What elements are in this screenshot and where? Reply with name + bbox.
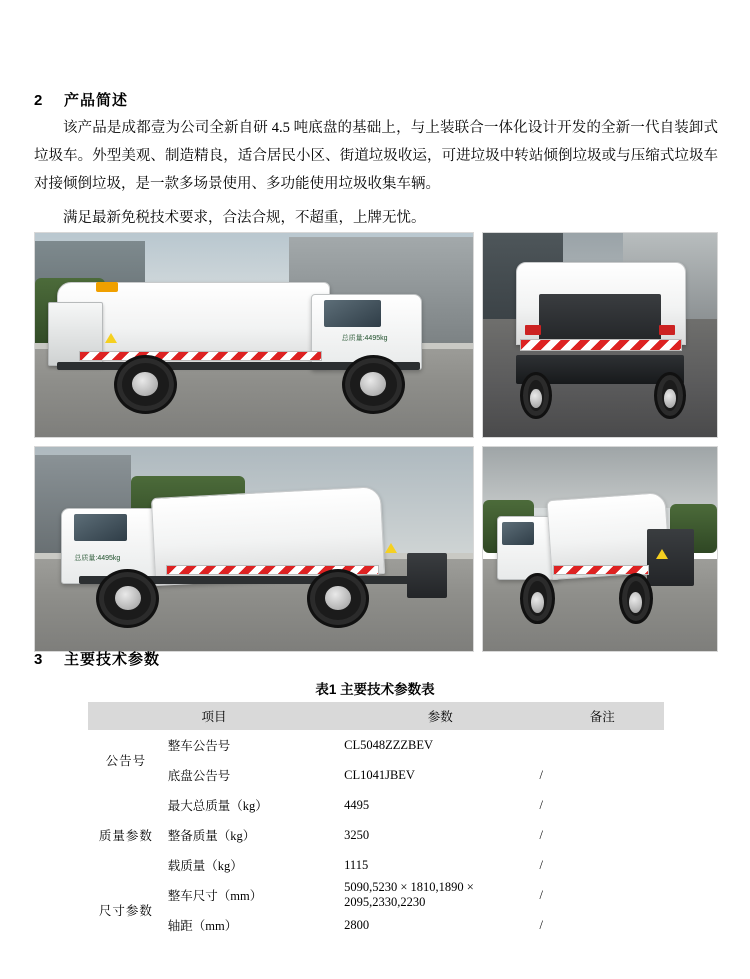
section-title: 产品简述 <box>64 92 129 109</box>
photo-truck-rear-three-quarter-tipping <box>482 446 718 652</box>
wheel-hub <box>530 389 542 408</box>
truck-front-wheel <box>342 355 405 414</box>
photo-truck-side-view-left <box>34 232 474 438</box>
row-param-value: CL1041JBEV <box>344 767 415 782</box>
row-param-value: 1115 <box>344 857 369 872</box>
truck-tipping-arm <box>407 553 446 598</box>
truck-beacon-lamp <box>96 282 118 292</box>
warning-triangle-icon <box>656 549 668 559</box>
row-note-value <box>535 730 664 760</box>
row-item-label: 整车公告号 <box>167 739 231 753</box>
header-item: 项目 <box>88 702 340 730</box>
truck-rear-wheel <box>619 573 653 624</box>
table-row <box>88 790 664 820</box>
section-heading-2 <box>0 89 128 110</box>
row-note-value: / <box>539 917 543 932</box>
warning-triangle-icon <box>385 543 397 553</box>
row-item-label: 底盘公告号 <box>167 769 231 783</box>
warning-triangle-icon <box>105 333 117 343</box>
section-number: 3 <box>34 651 43 668</box>
section-number: 2 <box>34 92 43 109</box>
truck-weight-decal: 总质量:4495kg <box>74 555 121 563</box>
row-note-value: / <box>539 887 543 902</box>
table-row <box>88 910 664 940</box>
truck-front-wheel <box>520 573 554 624</box>
wheel-hub <box>360 372 386 396</box>
wheel-hub <box>132 372 158 396</box>
row-param-value: CL5048ZZZBEV <box>344 737 434 752</box>
row-note-value: / <box>539 797 543 812</box>
spec-table <box>88 702 664 940</box>
row-item-label: 整车尺寸（mm） <box>167 889 263 903</box>
row-note-value: / <box>539 857 543 872</box>
wheel-hub <box>115 586 141 610</box>
row-item-label: 最大总质量（kg） <box>167 799 268 813</box>
table-caption: 表1 主要技术参数表 <box>315 682 435 697</box>
section-title: 主要技术参数 <box>64 651 161 668</box>
truck-rear-wheel-right <box>654 372 686 419</box>
truck-weight-decal: 总质量:4495kg <box>341 334 388 342</box>
product-photo-grid <box>34 232 718 660</box>
truck-cab-window <box>324 300 381 327</box>
truck-rear-reflective-stripe <box>520 339 681 351</box>
photo-row-top <box>34 232 718 438</box>
row-group-label: 尺寸参数 <box>98 904 153 918</box>
row-note-value: / <box>539 767 543 782</box>
photo-row-bottom <box>34 446 718 652</box>
truck-rear-tipping-mechanism <box>539 294 661 343</box>
row-item-label: 轴距（mm） <box>167 919 238 933</box>
section2-paragraph-1: 该产品是成都壹为公司全新自研 4.5 吨底盘的基础上，与上装联合一体化设计开发的全新一代自装卸式垃圾车。外型美观、制造精良，适合居民小区、街道垃圾收运，可进垃圾中转站倾倒垃圾或与压缩式垃圾车对接倾倒垃圾，是一款多场景使用、多功能使用垃圾收集车辆。 <box>34 120 718 192</box>
section-heading-3 <box>0 648 160 669</box>
truck-rear-wheel-left <box>520 372 552 419</box>
wheel-hub <box>664 389 676 408</box>
photo-truck-rear-view-open <box>482 232 718 438</box>
row-item-label: 整备质量（kg） <box>167 829 256 843</box>
row-item-label: 载质量（kg） <box>167 859 243 873</box>
table-header-row <box>88 702 664 730</box>
header-note: 备注 <box>535 702 664 730</box>
truck-cab-window <box>502 522 535 544</box>
photo-truck-side-view-tipping <box>34 446 474 652</box>
truck-rear-light-left <box>525 325 541 335</box>
truck-rear-tipping-mechanism <box>647 529 694 586</box>
header-param: 参数 <box>340 702 535 730</box>
table-row <box>88 850 664 880</box>
truck-cab-window <box>74 514 127 541</box>
row-group-label: 质量参数 <box>98 829 153 843</box>
table-row <box>88 880 664 910</box>
row-param-value: 2800 <box>344 917 370 932</box>
wheel-hub <box>531 592 544 613</box>
table-row <box>88 760 664 790</box>
truck-reflective-stripe <box>79 351 322 361</box>
row-group-label: 公告号 <box>105 754 147 768</box>
row-note-value: / <box>539 827 543 842</box>
section2-paragraph-2: 满足最新免税技术要求，合法合规，不超重，上牌无忧。 <box>63 210 426 226</box>
row-param-value: 3250 <box>344 827 370 842</box>
wheel-hub <box>629 592 642 613</box>
truck-rear-wheel <box>114 355 177 414</box>
wheel-hub <box>325 586 351 610</box>
table-row <box>88 820 664 850</box>
truck-rear-light-right <box>659 325 675 335</box>
row-param-value: 4495 <box>344 797 370 812</box>
row-param-value: 5090,5230 × 1810,1890 × 2095,2330,2230 <box>344 880 474 909</box>
table-row <box>88 730 664 760</box>
